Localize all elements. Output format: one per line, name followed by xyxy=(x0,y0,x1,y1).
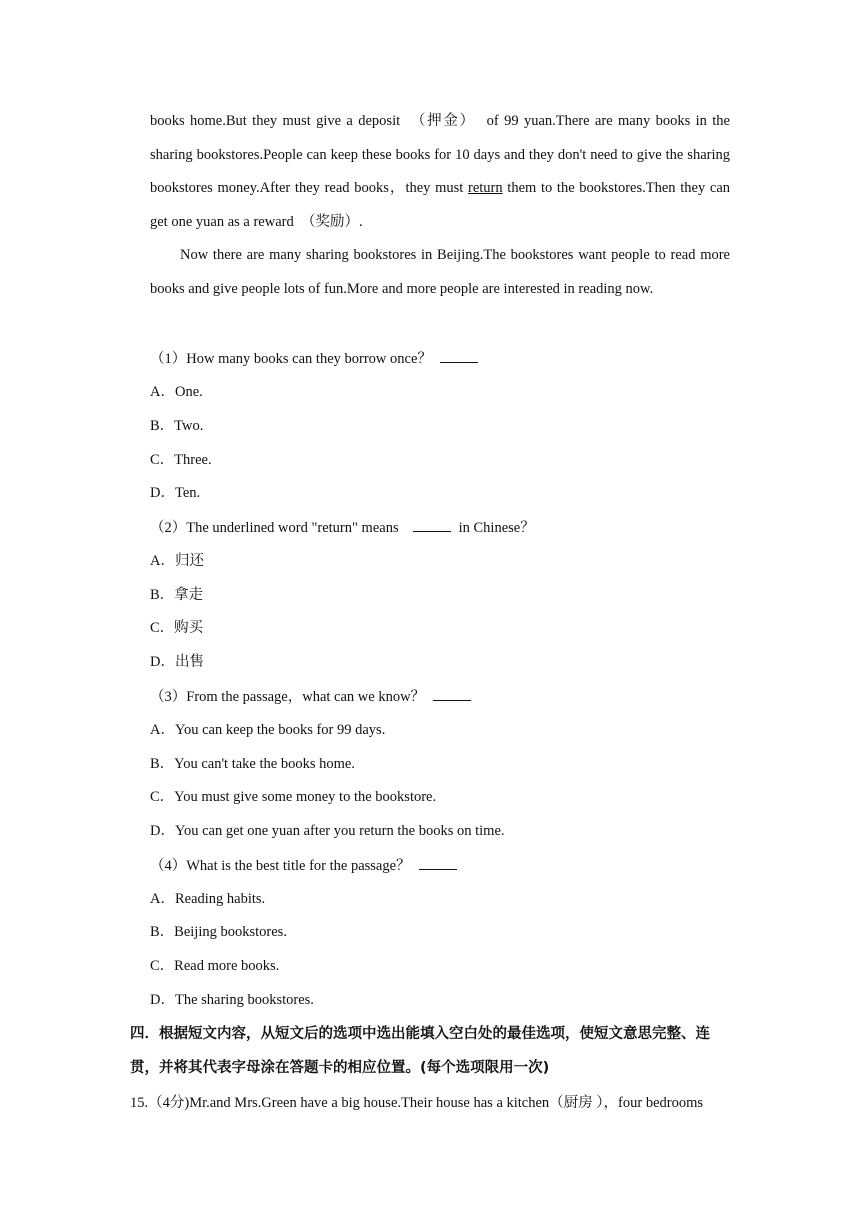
answer-blank xyxy=(433,686,471,701)
question-3-option-d: D．You can get one yuan after you return the books on time. xyxy=(150,823,505,839)
answer-blank xyxy=(413,517,451,532)
question-4-option-a: A．Reading habits. xyxy=(150,891,266,907)
question-4-option-c: C．Read more books. xyxy=(150,958,280,974)
underlined-word-return: return xyxy=(467,180,503,197)
passage-paragraph-2: Now there are many sharing bookstores in Beijing.The bookstores want people to read more books and give people lots of fun.More and more people are interested in reading now. xyxy=(150,247,730,297)
section-4-heading: 四．根据短文内容，从短文后的选项中选出能填入空白处的最佳选项，使短文意思完整、连贯，并将其代表字母涂在答题卡的相应位置。(每个选项限用一次) xyxy=(130,1026,710,1076)
question-2-option-b: B．拿走 xyxy=(150,587,204,603)
question-1-stem: （1）How many books can they borrow once？ xyxy=(150,348,478,369)
question-3-stem: （3）From the passage，what can we know？ xyxy=(150,686,471,707)
question-1-option-a: A．One. xyxy=(150,384,203,400)
question-3-option-b: B．You can't take the books home. xyxy=(150,756,355,772)
question-2-option-c: C．购买 xyxy=(150,620,204,636)
question-4-stem: （4）What is the best title for the passage？ xyxy=(150,855,457,876)
question-1-option-b: B．Two. xyxy=(150,418,204,434)
question-1-option-d: D．Ten. xyxy=(150,485,201,501)
reading-passage xyxy=(150,105,730,307)
answer-blank xyxy=(419,855,457,870)
question-2-stem: （2）The underlined word "return" means in Chinese？ xyxy=(150,517,535,538)
question-3-option-c: C．You must give some money to the bookstore. xyxy=(150,789,437,805)
question-2-option-d: D．出售 xyxy=(150,654,204,670)
passage-paragraph-1: books home.But they must give a deposit （押金） of 99 yuan.There are many books in the sharing bookstores.People can keep these books for 10 days and they don't need to give the sharing bookstores money.After they read books，they must return them to the bookstores.Then they can get one yuan as a reward （奖励）. xyxy=(150,113,730,230)
question-3-option-a: A．You can keep the books for 99 days. xyxy=(150,722,386,738)
question-1-option-c: C．Three. xyxy=(150,452,212,468)
question-4-option-d: D．The sharing bookstores. xyxy=(150,992,314,1008)
question-2-option-a: A．归还 xyxy=(150,553,204,569)
question-15-text: 15.（4分)Mr.and Mrs.Green have a big house.Their house has a kitchen（厨房 ），four bedrooms xyxy=(130,1095,704,1111)
answer-blank xyxy=(440,348,478,363)
question-4-option-b: B．Beijing bookstores. xyxy=(150,924,287,940)
